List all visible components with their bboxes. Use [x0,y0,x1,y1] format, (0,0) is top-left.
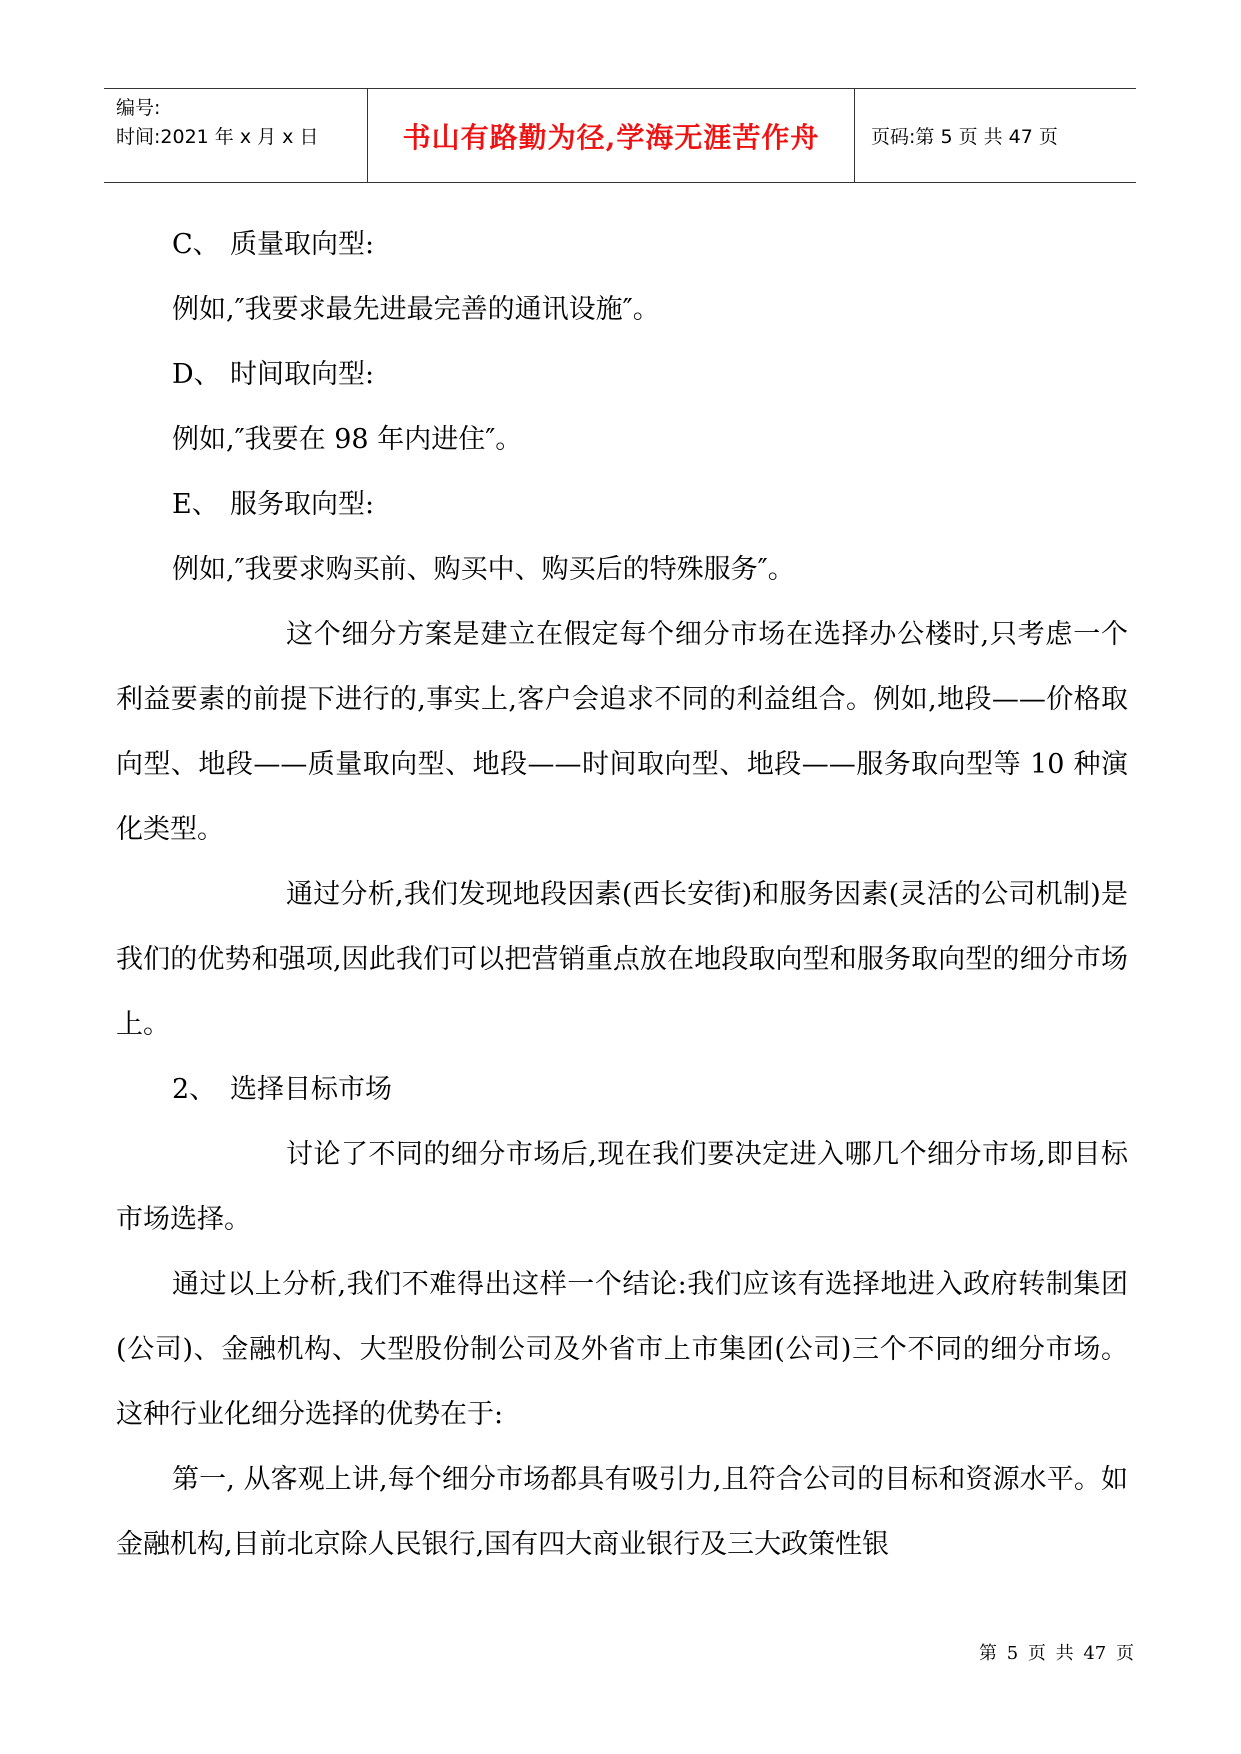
example-time: 例如,″我要在 98 年内进住″。 [172,424,523,455]
list-marker: C、 [172,229,220,260]
page-header [104,88,1136,183]
header-motto: 书山有路勤为径,学海无涯苦作舟 [402,120,820,154]
example-quality: 例如,″我要求最先进最完善的通讯设施″。 [172,294,660,325]
paragraph-conclusion: 通过以上分析,我们不难得出这样一个结论:我们应该有选择地进入政府转制集团(公司)、金融机构、大型股份制公司及外省市上市集团(公司)三个不同的细分市场。这种行业化细分选择的优势在于: [116,1269,1128,1430]
header-info-cell [104,89,368,182]
list-item-title: 服务取向型: [230,489,375,520]
paragraph-discuss: 讨论了不同的细分市场后,现在我们要决定进入哪几个细分市场,即目标市场选择。 [116,1139,1128,1235]
document-time: 时间:2021 年 x 月 x 日 [116,126,319,148]
section-marker: 2、 [172,1074,217,1105]
list-item-service [116,472,1128,537]
document-number-label: 编号: [116,97,161,119]
document-body [116,212,1128,1577]
example-service: 例如,″我要求购买前、购买中、购买后的特殊服务″。 [172,554,795,585]
list-item-title: 质量取向型: [230,229,375,260]
header-page-cell [855,89,1136,182]
paragraph-analysis: 通过分析,我们发现地段因素(西长安街)和服务因素(灵活的公司机制)是我们的优势和强项,因此我们可以把营销重点放在地段取向型和服务取向型的细分市场上。 [116,879,1128,1040]
list-item-title: 时间取向型: [230,359,375,390]
section-heading-target-market [116,1057,1128,1122]
list-marker: D、 [172,359,221,390]
paragraph-premise: 这个细分方案是建立在假定每个细分市场在选择办公楼时,只考虑一个利益要素的前提下进行的,事实上,客户会追求不同的利益组合。例如,地段——价格取向型、地段——质量取向型、地段——时间取向型、地段——服务取向型等 10 种演化类型。 [116,619,1128,845]
list-marker: E、 [172,489,219,520]
header-page-code: 页码:第 5 页 共 47 页 [871,126,1058,148]
section-title: 选择目标市场 [230,1074,392,1105]
page-footer: 第 5 页 共 47 页 [979,1643,1134,1664]
header-motto-cell [368,89,855,182]
list-item-time [116,342,1128,407]
paragraph-first: 第一, 从客观上讲,每个细分市场都具有吸引力,且符合公司的目标和资源水平。如金融机构,目前北京除人民银行,国有四大商业银行及三大政策性银 [116,1464,1128,1560]
list-item-quality [116,212,1128,277]
